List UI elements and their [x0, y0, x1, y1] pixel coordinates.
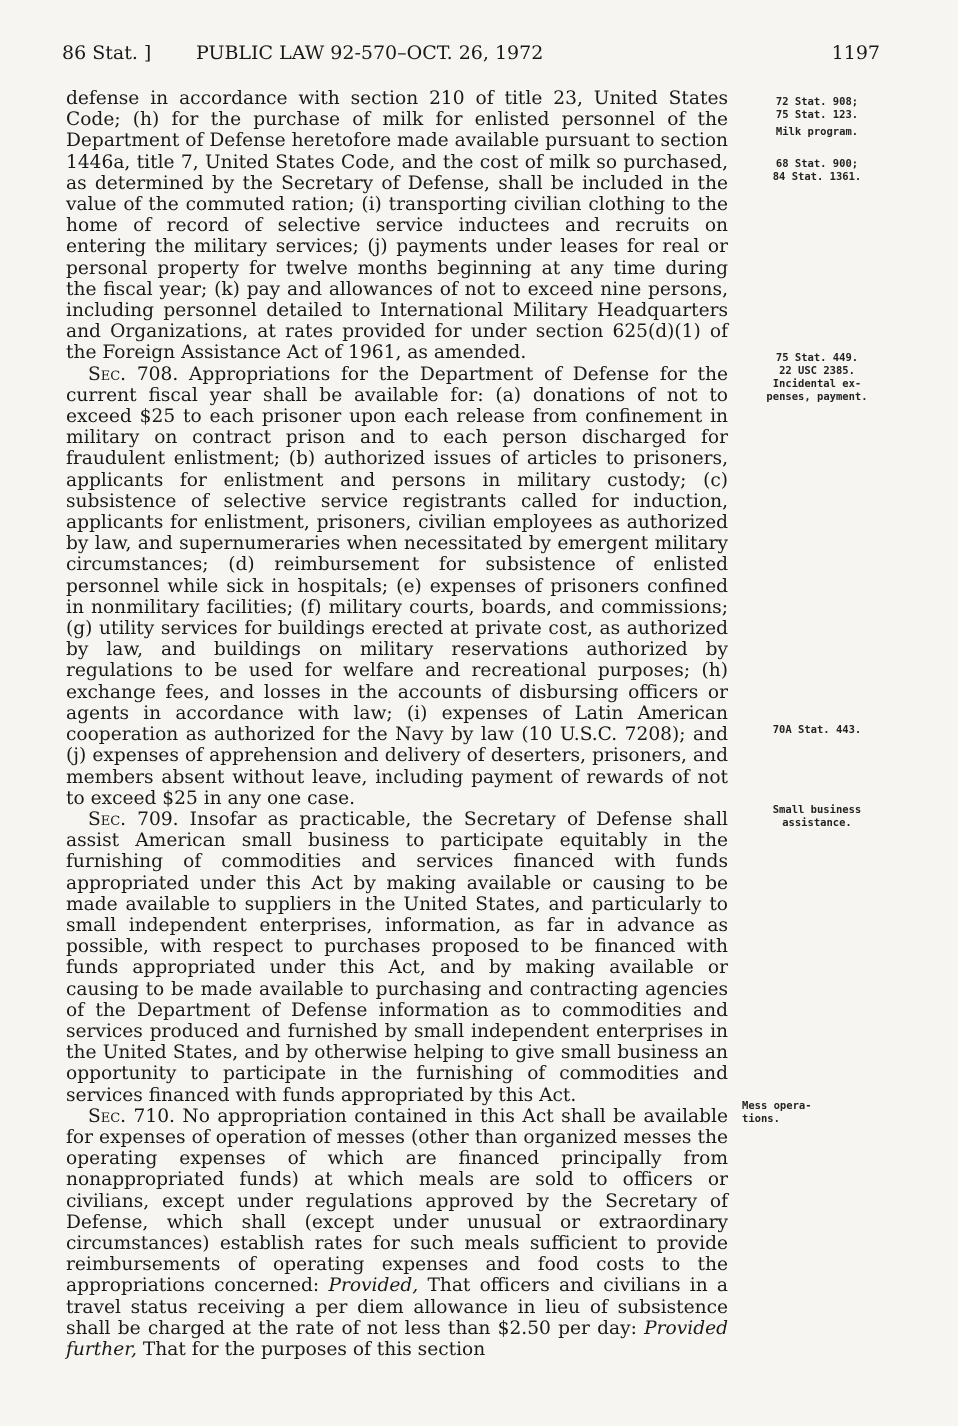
section-710 [66, 1106, 728, 1360]
margin-note-citation: 72 Stat. 908; 75 Stat. 123. [775, 96, 859, 121]
proviso: Provided, [328, 1275, 419, 1297]
section-label: Sec. 709. [88, 808, 179, 830]
section-text: That officers and civilians in a travel status receiving a per diem allowance in lieu of subsistence shall be charged at the rate of not less than $2.50 per day: [66, 1275, 728, 1339]
section-label: Sec. 708. [88, 363, 179, 385]
statute-text [66, 88, 728, 1360]
margin-note-citation: 70A Stat. 443. [772, 724, 862, 736]
section-text: No appropriation contained in this Act shall be available for expenses of operation of messes (other than organized messes the operating expenses of which are financed principally from nonappropriated funds) at which meals are sold to officers or civilians, except under regulations approved by the Secretary of Defense, which shall (except under unusual or extraordinary circumstances) establish rates for such meals sufficient to provide reimbursements of operating expenses and food costs to the appropriations concerned: [66, 1105, 728, 1297]
section-label: Sec. 710. [88, 1105, 175, 1127]
header-statute-ref: 86 Stat. ] [62, 42, 152, 64]
page-number: 1197 [831, 42, 880, 64]
section-709 [66, 809, 728, 1106]
proviso: Provided further, [66, 1317, 729, 1360]
margin-note-citation: 68 Stat. 900; 84 Stat. 1361. [772, 158, 862, 183]
section-text: That for the purposes of this section [142, 1338, 486, 1360]
header-title: PUBLIC LAW 92-570–OCT. 26, 1972 [196, 42, 544, 64]
margin-note-incidental-expenses: Incidental ex- penses, payment. [766, 378, 868, 403]
section-708 [66, 364, 728, 809]
paragraph-continued: defense in accordance with section 210 of title 23, United States Code; (h) for the purchase of milk for enlisted personnel of the Department of Defense heretofore made available pursuant to section 1446a, title 7, United States Code, and the cost of milk so purchased, as determined by the Secretary of Defense, shall be included in the value of the commuted ration; (i) transporting civilian clothing to the home of record of selective service inductees and recruits on entering the military services; (j) payments under leases for real or personal property for twelve months beginning at any time during the fiscal year; (k) pay and allowances of not to exceed nine persons, including personnel detailed to International Military Headquarters and Organizations, at rates provided for under section 625(d)(1) of the Foreign Assistance Act of 1961, as amended. [66, 88, 728, 364]
margin-note-mess-operations: Mess opera- tions. [742, 1100, 812, 1125]
section-text: Insofar as practicable, the Secretary of Defense shall assist American small business to participate equitably in the furnishing of commodities and services financed with funds appropriated under this Act by making available or causing to be made available to suppliers in the United States, and particularly to small independent enterprises, information, as far in advance as possible, with respect to purchases proposed to be financed with funds appropriated under this Act, and by making available or causing to be made available to purchasing and contracting agencies of the Department of Defense information as to commodities and services produced and furnished by small independent enterprises in the United States, and by otherwise helping to give small business an opportunity to participate in the furnishing of commodities and services financed with funds appropriated by this Act. [66, 808, 728, 1106]
running-header [62, 42, 880, 72]
margin-note-milk-program: Milk program. [775, 126, 859, 138]
margin-note-small-business: Small business assistance. [772, 804, 862, 829]
margin-note-citation: 75 Stat. 449. 22 USC 2385. [775, 352, 859, 377]
section-text: Appropriations for the Department of Defense for the current fiscal year shall be available for: (a) donations of not to exceed $25 to each prisoner upon each release from confinement in military on contract prison and to each person discharged for fraudulent enlistment; (b) authorized issues of articles to prisoners, applicants for enlistment and persons in military custody; (c) subsistence of selective service registrants called for induction, applicants for enlistment, prisoners, civilian employees as authorized by law, and supernumeraries when necessitated by emergent military circumstances; (d) reimbursement for subsistence of enlisted personnel while sick in hospitals; (e) expenses of prisoners confined in nonmilitary facilities; (f) military courts, boards, and commissions; (g) utility services for buildings erected at private cost, as authorized by law, and buildings on military reservations authorized by regulations to be used for welfare and recreational purposes; (h) exchange fees, and losses in the accounts of disbursing officers or agents in accordance with law; (i) expenses of Latin American cooperation as authorized for the Navy by law (10 U.S.C. 7208); and (j) expenses of apprehension and delivery of deserters, prisoners, and members absent without leave, including payment of rewards of not to exceed $25 in any one case. [66, 363, 728, 809]
